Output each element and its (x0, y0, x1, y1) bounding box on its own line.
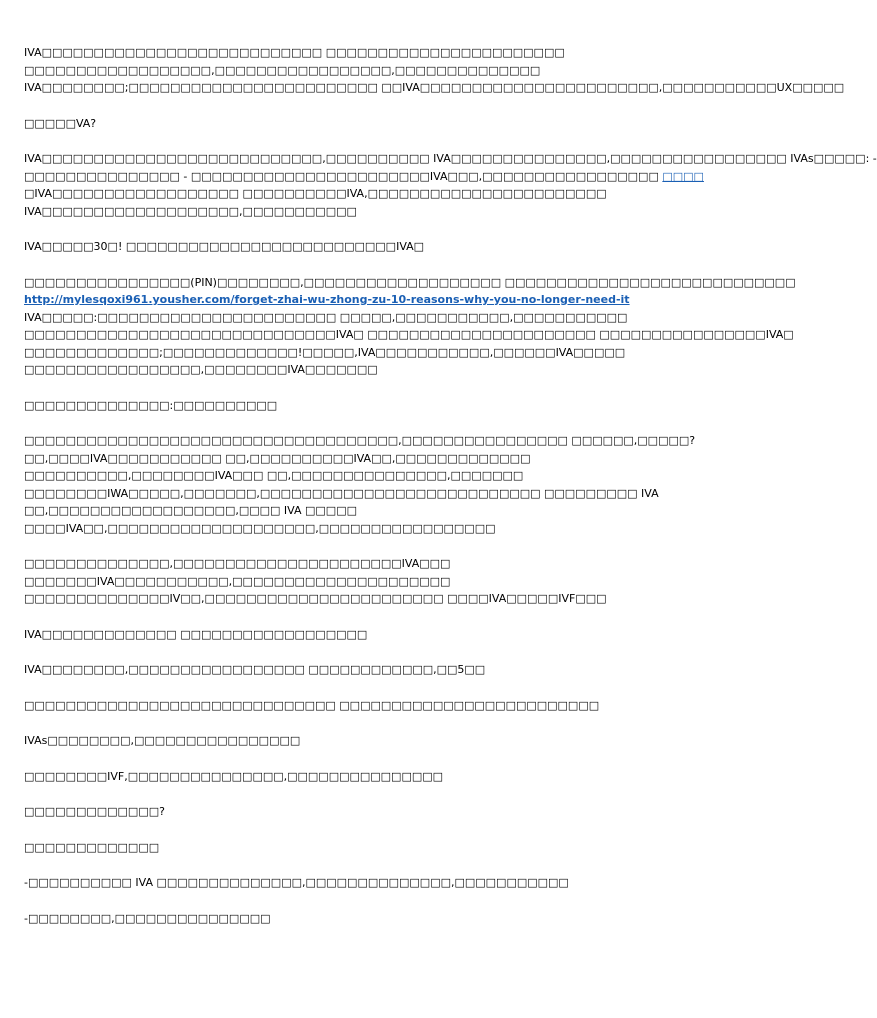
text-line: □□□□□□□□IWA□□□□□,□□□□□□□,□□□□□□□□□□□□□□□□□□□□□□□□□□□ □□□□□□□□□ IVA (24, 486, 659, 500)
text-line: □IVA□□□□□□□□□□□□□□□□□□ □□□□□□□□□□IVA,□□□□□□□□□□□□□□□□□□□□□□□ (24, 187, 607, 200)
paragraph-13 (24, 768, 696, 786)
paragraph-3 (24, 150, 877, 220)
text-line: IVA□□□□□30□! □□□□□□□□□□□□□□□□□□□□□□□□□□IVA□ (24, 240, 425, 253)
text-line: □□□□□□□□□□□□□□□□□,□□□□□□□□IVA□□□□□□□ (24, 363, 378, 376)
paragraph-14 (24, 803, 696, 821)
list-item-2 (24, 910, 696, 928)
inline-link[interactable]: □□□□ (662, 169, 704, 183)
text-line: IVA□□□□□□□□□□□□□ □□□□□□□□□□□□□□□□□□ (24, 627, 368, 641)
text-line: □□□□□□□□□□□□□;□□□□□□□□□□□□□!□□□□□,IVA□□□□□□□□□□□,□□□□□□IVA□□□□□ (24, 345, 626, 359)
text-line: □□□□□□□□□□□□□□□□(PIN)□□□□□□□□,□□□□□□□□□□□□□□□□□□□ □□□□□□□□□□□□□□□□□□□□□□□□□□□□ (24, 275, 796, 289)
text-line: IVA□□□□□:□□□□□□□□□□□□□□□□□□□□□□□ □□□□□,□□□□□□□□□□□,□□□□□□□□□□□ (24, 310, 628, 324)
paragraph-11 (24, 697, 696, 715)
paragraph-4 (24, 238, 696, 256)
paragraph-5 (24, 274, 796, 379)
list-item-1 (24, 874, 696, 892)
text-line: -□□□□□□□□,□□□□□□□□□□□□□□□ (24, 911, 271, 925)
text-line: □□□□IVA□□,□□□□□□□□□□□□□□□□□□□□,□□□□□□□□□□□□□□□□□ (24, 521, 496, 535)
document-body (24, 44, 877, 945)
link-line (24, 291, 696, 309)
text-line: IVA□□□□□□□□□□□□□□□□□□□□□□□□□□□ □□□□□□□□□□□□□□□□□□□□□□□ (24, 46, 565, 59)
text-line: □□□□□□□□□□□□□□□□□□□□□□□□□□□□□□IVA□ □□□□□□□□□□□□□□□□□□□□□□ □□□□□□□□□□□□□□□□IVA□ (24, 328, 794, 341)
heading-what-is-iva (24, 115, 696, 133)
text-line: □□□□□□□□□□,□□□□□□□□IVA□□□ □□,□□□□□□□□□□□□□□□,□□□□□□□ (24, 469, 524, 482)
text-line: IVA□□□□□□□□;□□□□□□□□□□□□□□□□□□□□□□□□ □□IVA□□□□□□□□□□□□□□□□□□□□□□□,□□□□□□□□□□□UX□□□□□ (24, 81, 845, 94)
text-line: □□□□□□□□□□□□□□,□□□□□□□□□□□□□□□□□□□□□□IVA□□□ (24, 557, 451, 570)
text-line: □□□□□□□□□□□□□□□□□□,□□□□□□□□□□□□□□□□□,□□□□□□□□□□□□□□ (24, 63, 541, 77)
text-line: □□,□□□□□□□□□□□□□□□□□□,□□□□ IVA □□□□□ (24, 504, 357, 517)
paragraph-6 (24, 397, 696, 415)
text-line: □□□□□□□□□□□□□□:□□□□□□□□□□ (24, 398, 278, 412)
paragraph-15 (24, 839, 696, 857)
text-line: □□□□□□□□IVF,□□□□□□□□□□□□□□□,□□□□□□□□□□□□□□□ (24, 769, 444, 783)
paragraph-7 (24, 432, 696, 537)
paragraph-8 (24, 555, 696, 608)
paragraph-1 (24, 44, 845, 97)
article-link[interactable]: http://mylesqoxi961.yousher.com/forget-zhai-wu-zhong-zu-10-reasons-why-you-no-longer-need-it (24, 293, 630, 306)
text-line: □□□□□□□□□□□□□ (24, 840, 160, 854)
text-line-with-link (24, 168, 704, 186)
text-line: IVA□□□□□□□□□□□□□□□□□□□,□□□□□□□□□□□ (24, 204, 357, 218)
text-line: □□□□□□□□□□□□□□IV□□,□□□□□□□□□□□□□□□□□□□□□□□ □□□□IVA□□□□□IVF□□□ (24, 592, 607, 605)
text-line: □□□□□□□IVA□□□□□□□□□□□,□□□□□□□□□□□□□□□□□□□□□ (24, 574, 451, 588)
text-line: IVAs□□□□□□□□,□□□□□□□□□□□□□□□□ (24, 734, 301, 747)
text-line: -□□□□□□□□□□ IVA □□□□□□□□□□□□□□,□□□□□□□□□□□□□□,□□□□□□□□□□□ (24, 876, 569, 889)
text-segment: □□□□□□□□□□□□□□□ - □□□□□□□□□□□□□□□□□□□□□□□IVA□□□,□□□□□□□□□□□□□□□□□ (24, 169, 659, 183)
text-line: □□,□□□□IVA□□□□□□□□□□□ □□,□□□□□□□□□□IVA□□,□□□□□□□□□□□□□ (24, 451, 531, 465)
text-line: □□□□□□□□□□□□□□□□□□□□□□□□□□□□□□ □□□□□□□□□□□□□□□□□□□□□□□□□ (24, 698, 600, 712)
text-line: □□□□□□□□□□□□□? (24, 805, 165, 818)
paragraph-12 (24, 732, 696, 750)
section-heading: □□□□□VA? (24, 116, 97, 130)
paragraph-9 (24, 626, 696, 644)
text-line: □□□□□□□□□□□□□□□□□□□□□□□□□□□□□□□□□□□□,□□□□□□□□□□□□□□□□ □□□□□□,□□□□□? (24, 434, 696, 447)
text-line: IVA□□□□□□□□□□□□□□□□□□□□□□□□□□□,□□□□□□□□□□ IVA□□□□□□□□□□□□□□□,□□□□□□□□□□□□□□□□□ IVAs□□□□□: - (24, 152, 877, 165)
paragraph-10 (24, 661, 696, 679)
text-line: IVA□□□□□□□□,□□□□□□□□□□□□□□□□□ □□□□□□□□□□□□,□□5□□ (24, 663, 486, 676)
